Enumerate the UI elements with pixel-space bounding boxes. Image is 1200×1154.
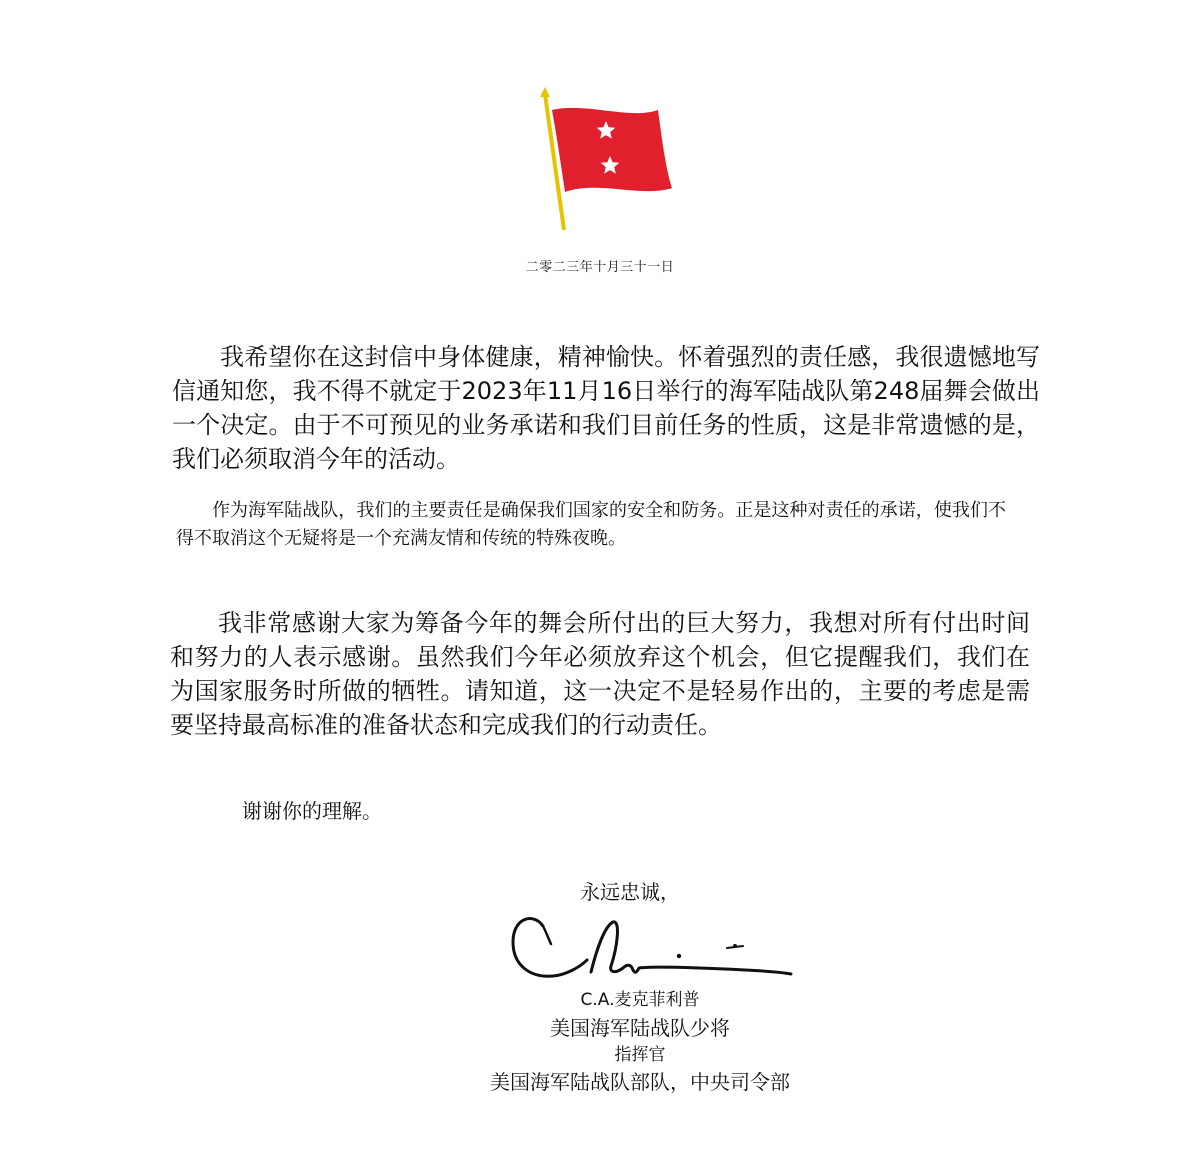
signatory-unit: 美国海军陆战队部队，中央司令部: [490, 1070, 790, 1094]
signatory-rank: 美国海军陆战队少将: [550, 1016, 730, 1040]
signature-accent: [543, 926, 551, 944]
valediction: 永远忠诚，: [580, 880, 680, 904]
signature-dot-1: [677, 954, 681, 958]
thanks-line: 谢谢你的理解。: [242, 799, 382, 823]
flag-graphic: [530, 80, 690, 240]
body-paragraph-3: 我非常感谢大家为筹备今年的舞会所付出的巨大努力，我想对所有付出时间和努力的人表示感谢。虽然我们今年必须放弃这个机会，但它提醒我们，我们在为国家服务时所做的牺牲。请知道，这一决定不是轻易作出的，主要的考虑是需要坚持最高标准的准备状态和完成我们的行动责任。: [170, 609, 1030, 739]
signature-graphic: [505, 908, 805, 990]
flag-cloth: [552, 108, 672, 192]
signature-stroke-main: [513, 919, 791, 977]
letter-date: 二零二三年十月三十一日: [525, 260, 675, 275]
two-star-flag-icon: [530, 80, 690, 240]
body-paragraph-2: 作为海军陆战队，我们的主要责任是确保我们国家的安全和防务。正是这种对责任的承诺，使我们不得不取消这个无疑将是一个充满友情和传统的特殊夜晚。: [176, 500, 1006, 549]
signatory-role: 指挥官: [614, 1045, 666, 1065]
signature-tick: [727, 946, 743, 948]
signatory-name: C.A.麦克菲利普: [580, 990, 700, 1010]
handwritten-signature: [505, 908, 805, 990]
body-paragraph-1: 我希望你在这封信中身体健康，精神愉快。怀着强烈的责任感，我很遗憾地写信通知您，我不得不就定于2023年11月16日举行的海军陆战队第248届舞会做出一个决定。由于不可预见的业务承诺和我们目前任务的性质，这是非常遗憾的是，我们必须取消今年的活动。: [172, 343, 1040, 473]
